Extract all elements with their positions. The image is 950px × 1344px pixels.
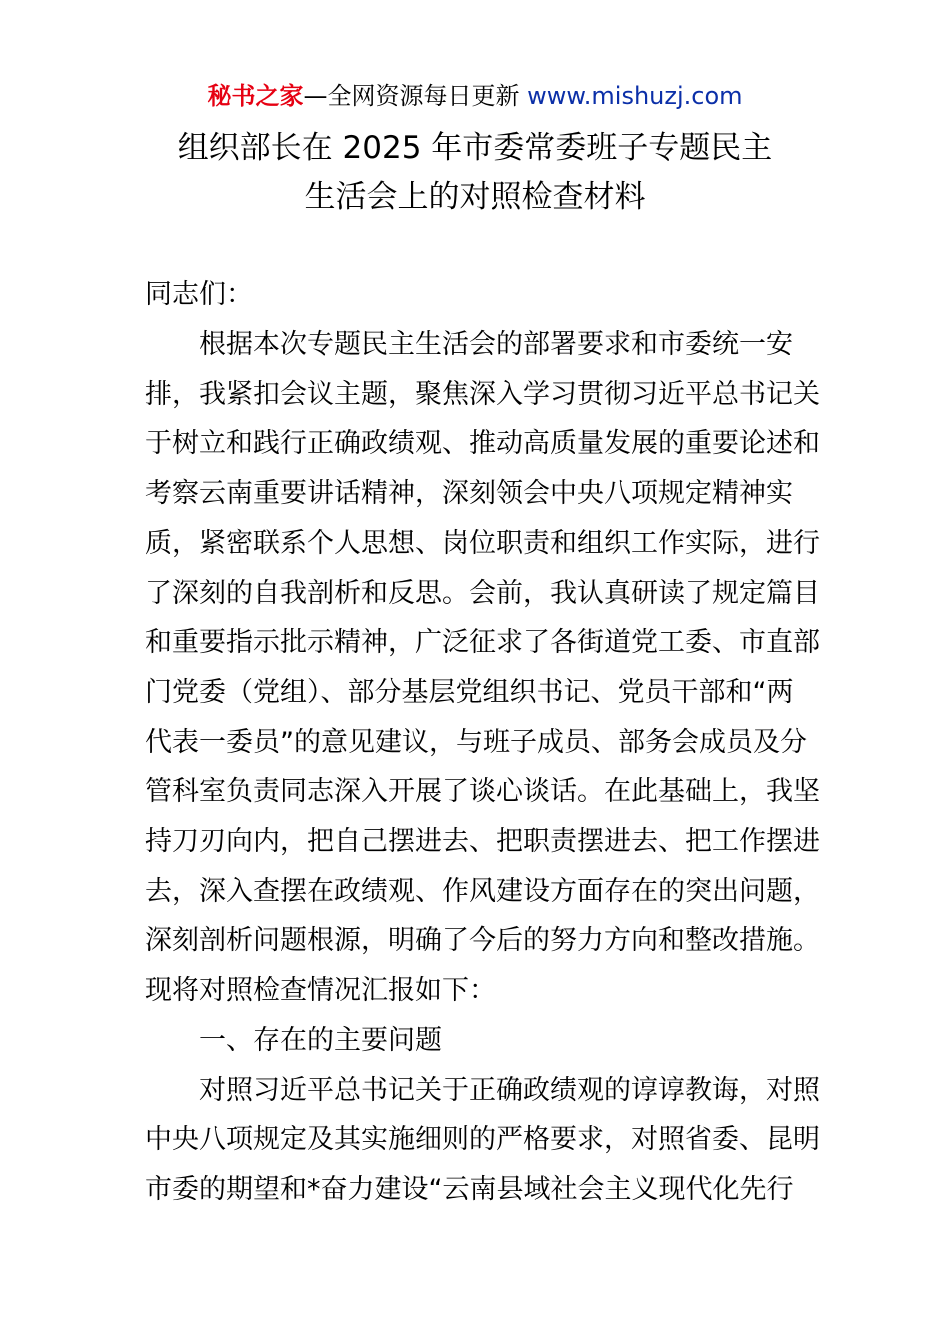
body-line: 持刀刃向内，把自己摆进去、把职责摆进去、把工作摆进: [145, 826, 820, 857]
body-line: 去，深入查摆在政绩观、作风建设方面存在的突出问题，: [145, 876, 820, 907]
body-line: 考察云南重要讲话精神，深刻领会中央八项规定精神实: [145, 478, 793, 509]
body-line: 管科室负责同志深入开展了谈心谈话。在此基础上，我坚: [145, 776, 820, 807]
body-line: 门党委（党组）、部分基层党组织书记、党员干部和“两: [145, 677, 794, 708]
body-line: 质，紧密联系个人思想、岗位职责和组织工作实际，进行: [145, 528, 820, 559]
body-line: 根据本次专题民主生活会的部署要求和市委统一安: [145, 329, 793, 360]
body-line: 和重要指示批示精神，广泛征求了各街道党工委、市直部: [145, 627, 820, 658]
brand-name: 秘书之家: [207, 82, 304, 110]
body-line: 于树立和践行正确政绩观、推动高质量发展的重要论述和: [145, 428, 820, 459]
body-line: 一、存在的主要问题: [145, 1025, 442, 1056]
body-line: 现将对照检查情况汇报如下：: [145, 975, 496, 1006]
body-line: 对照习近平总书记关于正确政绩观的谆谆教诲，对照: [145, 1075, 820, 1106]
body-line: 代表一委员”的意见建议，与班子成员、部务会成员及分: [145, 727, 807, 758]
body-line: 中央八项规定及其实施细则的严格要求，对照省委、昆明: [145, 1124, 820, 1155]
header-tagline: —全网资源每日更新: [303, 82, 528, 110]
body-line: 了深刻的自我剖析和反思。会前，我认真研读了规定篇目: [145, 578, 820, 609]
document-title-line-1: 组织部长在 2025 年市委常委班子专题民主: [177, 130, 773, 166]
body-line: 市委的期望和*奋力建设“云南县域社会主义现代化先行: [145, 1174, 794, 1205]
document-title-line-2: 生活会上的对照检查材料: [304, 179, 646, 215]
site-header: [0, 78, 950, 114]
site-url[interactable]: www.mishuzj.com: [527, 82, 743, 110]
body-line: 排，我紧扣会议主题，聚焦深入学习贯彻习近平总书记关: [145, 379, 820, 410]
body-line: 深刻剖析问题根源，明确了今后的努力方向和整改措施。: [145, 925, 820, 956]
greeting: 同志们：: [145, 279, 253, 310]
